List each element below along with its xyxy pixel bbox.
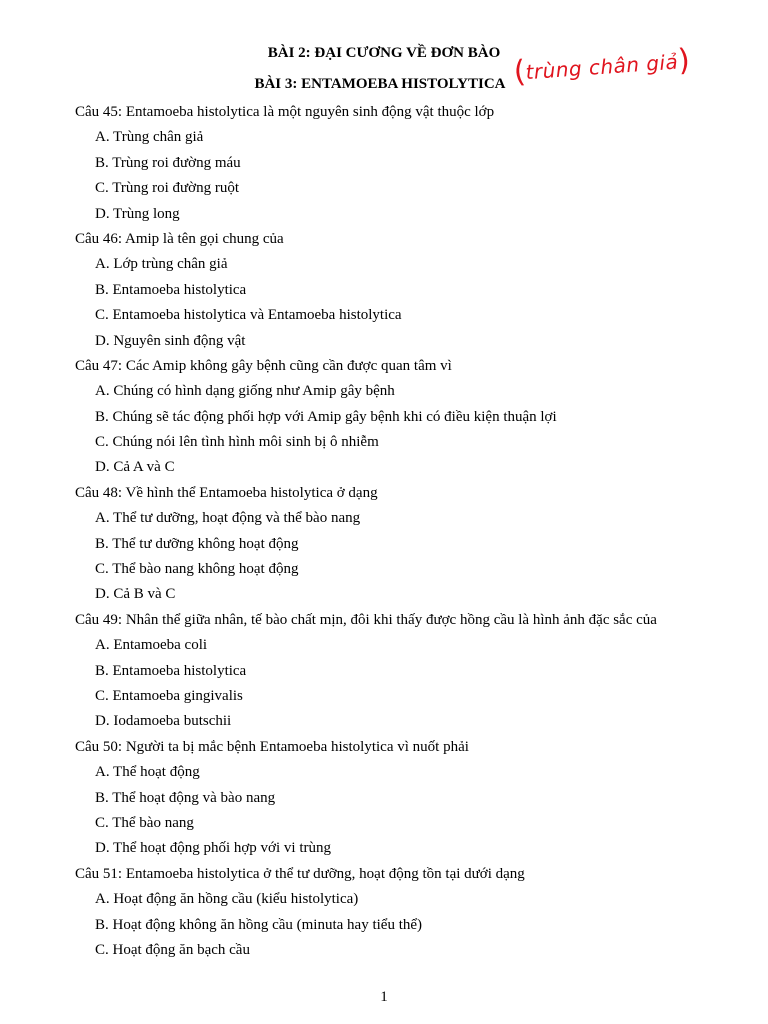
answer-option: A. Thể hoạt động <box>95 764 200 781</box>
question-block <box>75 100 735 227</box>
question-stem: Câu 51: Entamoeba histolytica ở thể tư dưỡng, hoạt động tồn tại dưới dạng <box>75 865 525 882</box>
answer-option: A. Hoạt động ăn hồng cầu (kiểu histolytica) <box>95 891 359 908</box>
annotation-close-paren: ) <box>676 42 692 79</box>
question-block <box>75 354 735 481</box>
question-block <box>75 735 735 862</box>
question-list <box>75 100 735 963</box>
answer-option: B. Thể tư dưỡng không hoạt động <box>95 535 299 552</box>
answer-option: A. Lớp trùng chân giả <box>95 256 228 273</box>
answer-option: B. Trùng roi đường máu <box>95 154 241 171</box>
answer-option: D. Trùng long <box>95 205 180 222</box>
page-number: 1 <box>380 989 388 1005</box>
answer-option: D. Nguyên sinh động vật <box>95 332 246 349</box>
heading-lesson-2: BÀI 2: ĐẠI CƯƠNG VỀ ĐƠN BÀO <box>267 45 501 61</box>
answer-option: C. Trùng roi đường ruột <box>95 180 240 197</box>
heading-lesson-3-text: BÀI 3: ENTAMOEBA HISTOLYTICA <box>254 76 506 92</box>
answer-option: C. Entamoeba histolytica và Entamoeba histolytica <box>95 307 402 324</box>
answer-option: B. Entamoeba histolytica <box>95 662 247 679</box>
annotation-text: trùng chân giả <box>524 49 679 85</box>
question-block <box>75 862 735 964</box>
question-stem: Câu 48: Về hình thể Entamoeba histolytica ở dạng <box>75 484 378 501</box>
answer-option: D. Cả B và C <box>95 586 176 603</box>
answer-option: C. Chúng nói lên tình hình môi sinh bị ô nhiễm <box>95 434 379 451</box>
question-stem: Câu 50: Người ta bị mắc bệnh Entamoeba histolytica vì nuốt phải <box>75 738 469 755</box>
answer-option: A. Chúng có hình dạng giống như Amip gây bệnh <box>95 383 395 400</box>
answer-option: B. Hoạt động không ăn hồng cầu (minuta hay tiểu thể) <box>95 916 423 933</box>
question-block <box>75 227 735 354</box>
answer-option: C. Thể bào nang không hoạt động <box>95 561 299 578</box>
answer-option: A. Entamoeba coli <box>95 637 208 654</box>
question-block <box>75 481 735 608</box>
question-stem: Câu 46: Amip là tên gọi chung của <box>75 230 284 247</box>
answer-option: C. Hoạt động ăn bạch cầu <box>95 941 250 958</box>
answer-option: A. Thể tư dưỡng, hoạt động và thể bào nang <box>95 510 361 527</box>
question-stem: Câu 49: Nhân thể giữa nhân, tế bào chất mịn, đôi khi thấy được hồng cầu là hình ảnh đặc sắc của <box>75 611 657 628</box>
answer-option: D. Thể hoạt động phối hợp với vi trùng <box>95 840 331 857</box>
answer-option: D. Cả A và C <box>95 459 175 476</box>
annotation-open-paren: ( <box>512 54 527 90</box>
answer-option: B. Thể hoạt động và bào nang <box>95 789 276 806</box>
question-block <box>75 608 735 735</box>
answer-option: C. Entamoeba gingivalis <box>95 687 243 704</box>
answer-option: A. Trùng chân giả <box>95 129 204 146</box>
answer-option: D. Iodamoeba butschii <box>95 713 232 730</box>
answer-option: B. Chúng sẽ tác động phối hợp với Amip gây bệnh khi có điều kiện thuận lợi <box>95 408 557 425</box>
answer-option: C. Thể bào nang <box>95 814 194 831</box>
question-stem: Câu 47: Các Amip không gây bệnh cũng cần được quan tâm vì <box>75 357 452 374</box>
question-stem: Câu 45: Entamoeba histolytica là một nguyên sinh động vật thuộc lớp <box>75 104 495 120</box>
answer-option: B. Entamoeba histolytica <box>95 281 247 298</box>
